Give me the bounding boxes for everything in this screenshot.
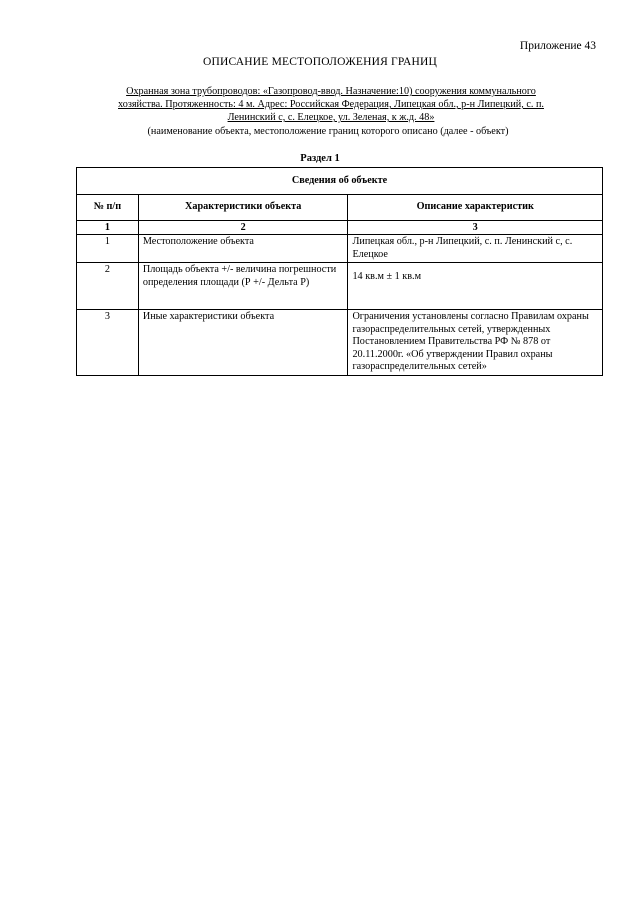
row-number: 1 [77, 235, 139, 263]
row-characteristic: Иные характеристики объекта [138, 310, 348, 376]
table-row [77, 263, 603, 310]
column-header-characteristic: Характеристики объекта [138, 195, 348, 221]
row-number: 3 [77, 310, 139, 376]
object-name-line: хозяйства. Протяженность: 4 м. Адрес: Российская Федерация, Липецкая обл., р-н Липецкий, с. п. [118, 99, 544, 110]
table-row [77, 310, 603, 376]
appendix-label: Приложение 43 [519, 40, 596, 52]
row-number: 2 [77, 263, 139, 310]
object-info-table [76, 167, 603, 376]
section-title: Раздел 1 [300, 153, 340, 164]
table-header-row [77, 195, 603, 221]
object-note: (наименование объекта, местоположение границ которого описано (далее - объект) [147, 126, 509, 137]
row-characteristic: Местоположение объекта [138, 235, 348, 263]
object-name-line: Ленинский с, с. Елецкое, ул. Зеленая, к ж.д. 48» [227, 112, 435, 123]
column-header-number: № п/п [77, 195, 139, 221]
document-title: ОПИСАНИЕ МЕСТОПОЛОЖЕНИЯ ГРАНИЦ [202, 56, 438, 68]
row-characteristic: Площадь объекта +/- величина погрешности определения площади (Р +/- Дельта Р) [138, 263, 348, 310]
object-name-line: Охранная зона трубопроводов: «Газопровод-ввод. Назначение:10) сооружения коммунального [126, 86, 536, 97]
row-description: Липецкая обл., р-н Липецкий, с. п. Ленинский с, с. Елецкое [348, 235, 603, 263]
table-caption: Сведения об объекте [77, 168, 603, 195]
row-description: 14 кв.м ± 1 кв.м [348, 263, 603, 310]
column-number: 3 [348, 221, 603, 235]
column-header-description: Описание характеристик [348, 195, 603, 221]
column-number: 1 [77, 221, 139, 235]
column-number: 2 [138, 221, 348, 235]
table-caption-row [77, 168, 603, 195]
row-description: Ограничения установлены согласно Правилам охраны газораспределительных сетей, утвержденных Постановлением Правительства РФ № 878 от 20.11.2000г. «Об утверждении Правил охраны газораспределительных сетей» [348, 310, 603, 376]
object-name [88, 85, 574, 124]
table-row [77, 235, 603, 263]
column-number-row [77, 221, 603, 235]
